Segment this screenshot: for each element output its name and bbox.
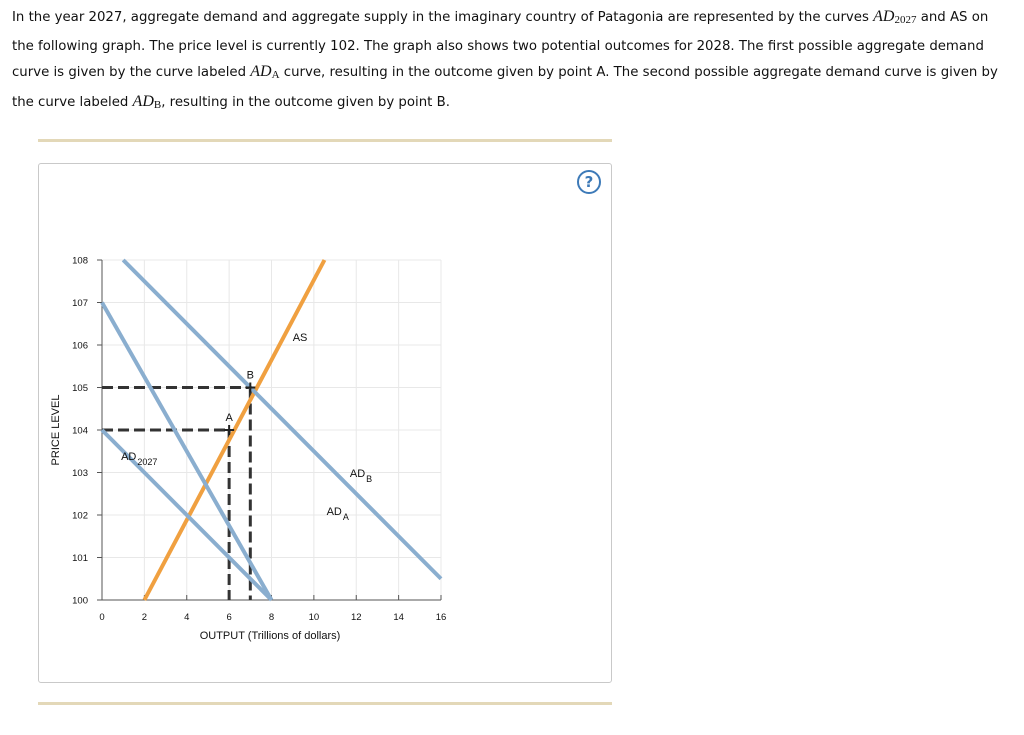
curve-label-ad2027: AD (121, 450, 137, 463)
curve-label-adb: AD (349, 467, 366, 480)
curve-sublabel-adb: B (366, 473, 373, 484)
ada-symbol-sub: A (271, 69, 280, 81)
y-tick-label-103: 103 (72, 468, 88, 479)
x-tick-label-4: 4 (184, 612, 190, 623)
help-icon[interactable]: ? (577, 170, 601, 194)
curve-sublabel-ad2027: 2027 (137, 456, 158, 467)
x-tick-label-8: 8 (268, 612, 275, 623)
curve-sublabel-ada: A (342, 512, 349, 522)
adb-symbol-sub: B (153, 98, 162, 111)
y-tick-label-106: 106 (72, 340, 88, 352)
ad2027-symbol-sub: 2027 (894, 14, 917, 26)
question-part-4: , resulting in the outcome given by point B. (161, 94, 450, 110)
adb-symbol-main: AD (132, 92, 154, 110)
ada-symbol-main: AD (250, 63, 272, 80)
y-tick-label-107: 107 (72, 298, 88, 309)
y-tick-label-104: 104 (72, 425, 88, 437)
ad2027-symbol-main: AD (873, 8, 895, 25)
y-tick-label-108: 108 (72, 255, 88, 267)
curve-label-as: AS (292, 331, 308, 344)
y-tick-label-101: 101 (72, 553, 88, 564)
y-axis-title: PRICE LEVEL (50, 394, 62, 466)
x-tick-label-2: 2 (141, 612, 148, 623)
y-tick-label-102: 102 (72, 510, 88, 522)
x-tick-label-16: 16 (435, 612, 447, 623)
question-part-2: and AS on the following graph. The price level is currently 102. The graph also shows two potential outcomes for 2028. The first possible aggregate demand curve is given by the curve labeled (12, 10, 989, 80)
curve-label-ada: AD (326, 506, 342, 518)
x-tick-label-10: 10 (308, 612, 320, 623)
point-label-a: A (225, 412, 233, 424)
x-tick-label-6: 6 (226, 612, 232, 623)
x-tick-label-14: 14 (393, 612, 404, 623)
x-tick-label-12: 12 (350, 612, 362, 623)
question-part-3: curve, resulting in the outcome given by point A. The second possible aggregate demand curve is given by the curve labeled (12, 65, 998, 110)
labels (121, 332, 372, 522)
y-tick-label-105: 105 (72, 383, 88, 394)
question-part-1: In the year 2027, aggregate demand and aggregate supply in the imaginary country of Patagonia are represented by the curves (12, 10, 874, 25)
x-axis-title: OUTPUT (Trillions of dollars) (199, 630, 341, 642)
point-label-b: B (246, 369, 254, 382)
axes (72, 256, 446, 624)
y-tick-label-100: 100 (72, 595, 88, 607)
x-tick-label-0: 0 (99, 612, 105, 623)
